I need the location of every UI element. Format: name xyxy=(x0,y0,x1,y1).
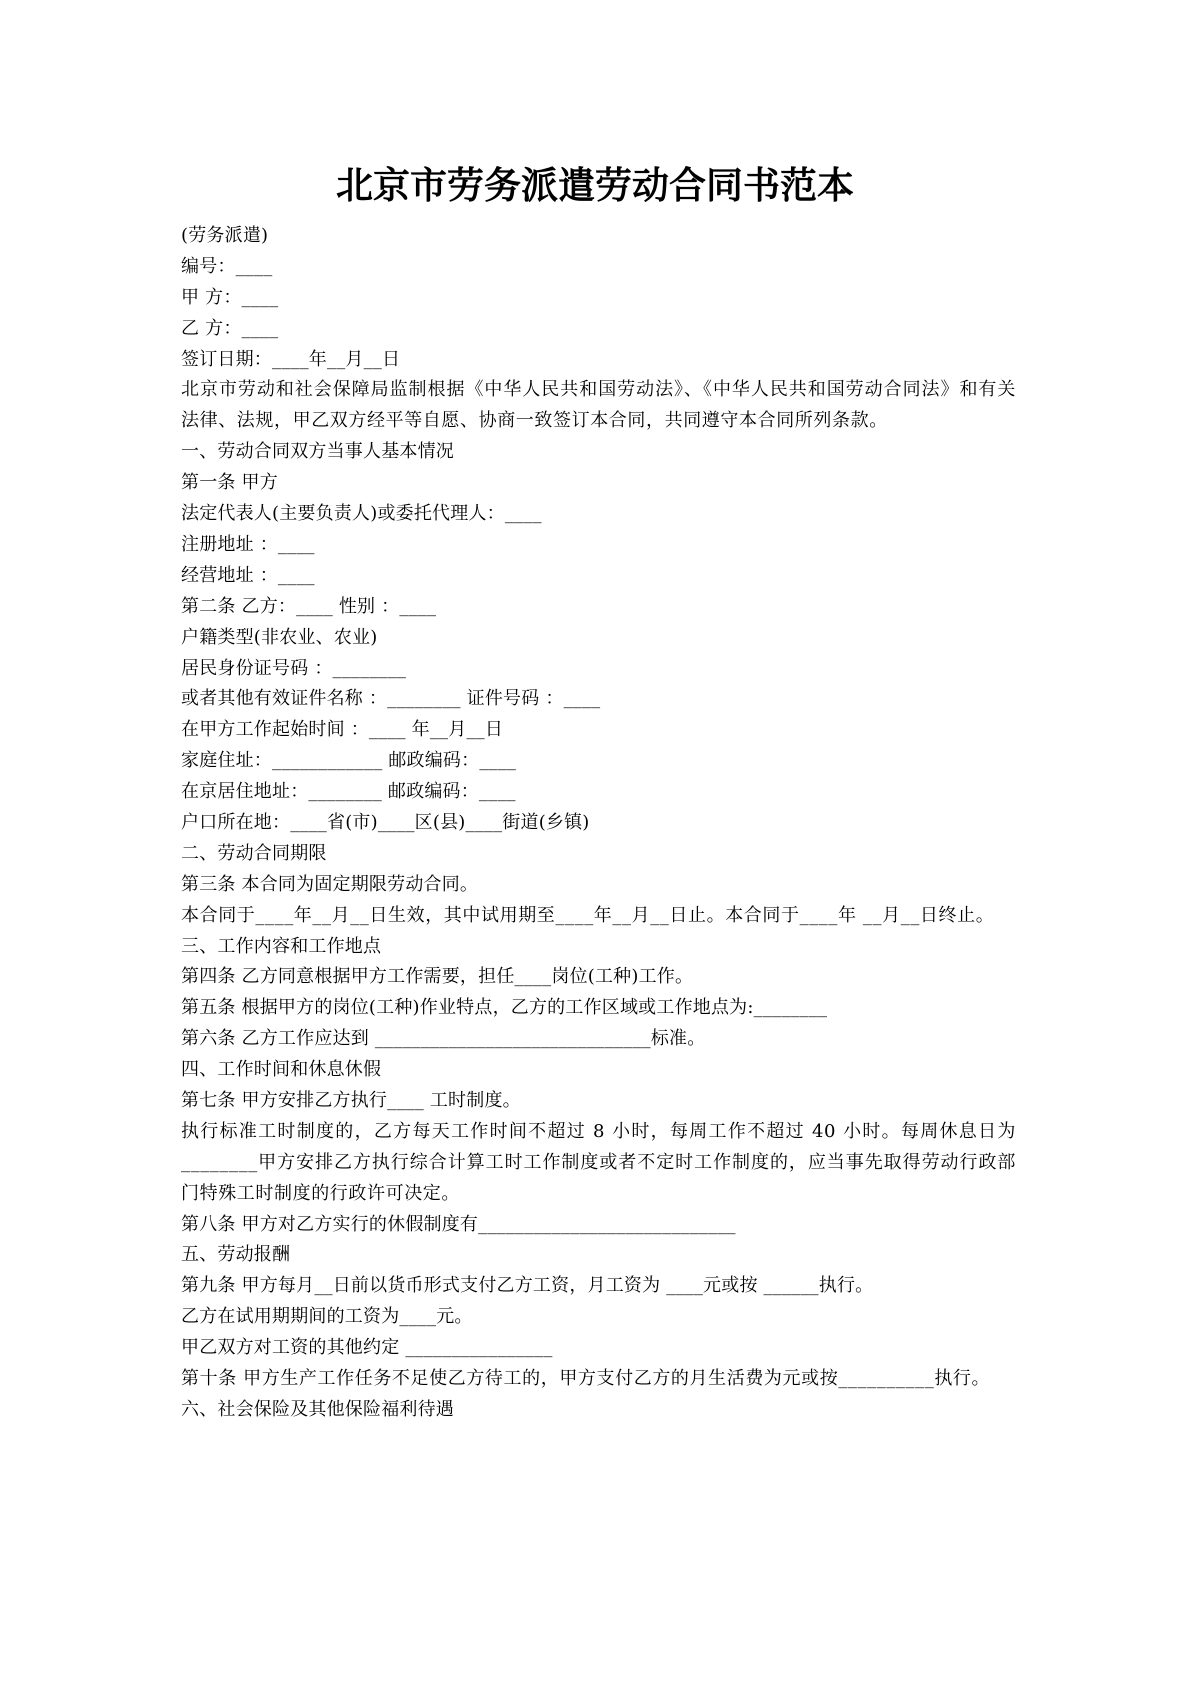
article-7: 第七条 甲方安排乙方执行____ 工时制度。 xyxy=(181,1089,521,1111)
field-business-address: 经营地址 ：____ xyxy=(181,564,315,586)
subtitle: (劳务派遣) xyxy=(181,225,269,246)
preamble-paragraph: 北京市劳动和社会保障局监制根据《中华人民共和国劳动法》、《中华人民共和国劳动合同法》和有关法律、法规，甲乙双方经平等自愿、协商一致签订本合同，共同遵守本合同所列条款。 xyxy=(181,379,1016,432)
article-5: 第五条 根据甲方的岗位(工种)作业特点，乙方的工作区域或工作地点为:________ xyxy=(181,997,828,1019)
field-start-date: 在甲方工作起始时间 ：____ 年__月__日 xyxy=(181,719,504,741)
contract-term-paragraph: 本合同于____年__月__日生效，其中试用期至____年__月__日止。本合同于____年 __月__日终止。 xyxy=(181,904,995,926)
section-heading-1: 一、劳动合同双方当事人基本情况 xyxy=(181,441,454,463)
section-heading-2: 二、劳动合同期限 xyxy=(181,842,327,864)
section-heading-3: 三、工作内容和工作地点 xyxy=(181,935,382,957)
field-household-type: 户籍类型(非农业、农业) xyxy=(181,626,378,648)
article-10: 第十条 甲方生产工作任务不足使乙方待工的，甲方支付乙方的月生活费为元或按__________执行。 xyxy=(181,1368,991,1390)
field-party-b: 乙 方：____ xyxy=(181,317,279,339)
document-title: 北京市劳务派遣劳动合同书范本 xyxy=(336,164,854,207)
article-3: 第三条 本合同为固定期限劳动合同。 xyxy=(181,873,479,895)
article-4: 第四条 乙方同意根据甲方工作需要，担任____岗位(工种)工作。 xyxy=(181,966,694,988)
section-heading-5: 五、劳动报酬 xyxy=(181,1244,291,1266)
field-party-a: 甲 方：____ xyxy=(181,286,279,308)
working-hours-paragraph: 执行标准工时制度的，乙方每天工作时间不超过 8 小时，每周工作不超过 40 小时。每周休息日为 ________甲方安排乙方执行综合计算工时工作制度或者不定时工作制度的，应当事先取得劳动行政部门特殊工时制度的行政许可决定。 xyxy=(181,1120,1016,1204)
field-number: 编号：____ xyxy=(181,255,273,277)
field-other-certificate: 或者其他有效证件名称 ：________ 证件号码 ：____ xyxy=(181,688,601,710)
article-8: 第八条 甲方对乙方实行的休假制度有____________________________ xyxy=(181,1213,736,1235)
article-1: 第一条 甲方 xyxy=(181,472,278,494)
document-body xyxy=(181,221,1016,1426)
article-9: 第九条 甲方每月__日前以货币形式支付乙方工资，月工资为 ____元或按 ______执行。 xyxy=(181,1275,874,1297)
field-hukou-location: 户口所在地：____省(市)____区(县)____街道(乡镇) xyxy=(181,811,590,833)
field-legal-representative: 法定代表人(主要负责人)或委托代理人：____ xyxy=(181,503,542,525)
probation-wage: 乙方在试用期期间的工资为____元。 xyxy=(181,1306,473,1328)
field-beijing-address: 在京居住地址：________ 邮政编码：____ xyxy=(181,781,516,803)
section-heading-6: 六、社会保险及其他保险福利待遇 xyxy=(181,1398,454,1420)
field-sign-date: 签订日期：____年__月__日 xyxy=(181,348,401,370)
field-id-number: 居民身份证号码 ：________ xyxy=(181,657,407,679)
article-2: 第二条 乙方：____ 性别 ：____ xyxy=(181,595,437,617)
section-heading-4: 四、工作时间和休息休假 xyxy=(181,1059,382,1081)
field-home-address: 家庭住址：____________ 邮政编码：____ xyxy=(181,750,517,772)
field-registered-address: 注册地址 ：____ xyxy=(181,533,315,555)
other-wage-agreement: 甲乙双方对工资的其他约定 ________________ xyxy=(181,1337,553,1359)
article-6: 第六条 乙方工作应达到 ______________________________标准。 xyxy=(181,1028,706,1050)
